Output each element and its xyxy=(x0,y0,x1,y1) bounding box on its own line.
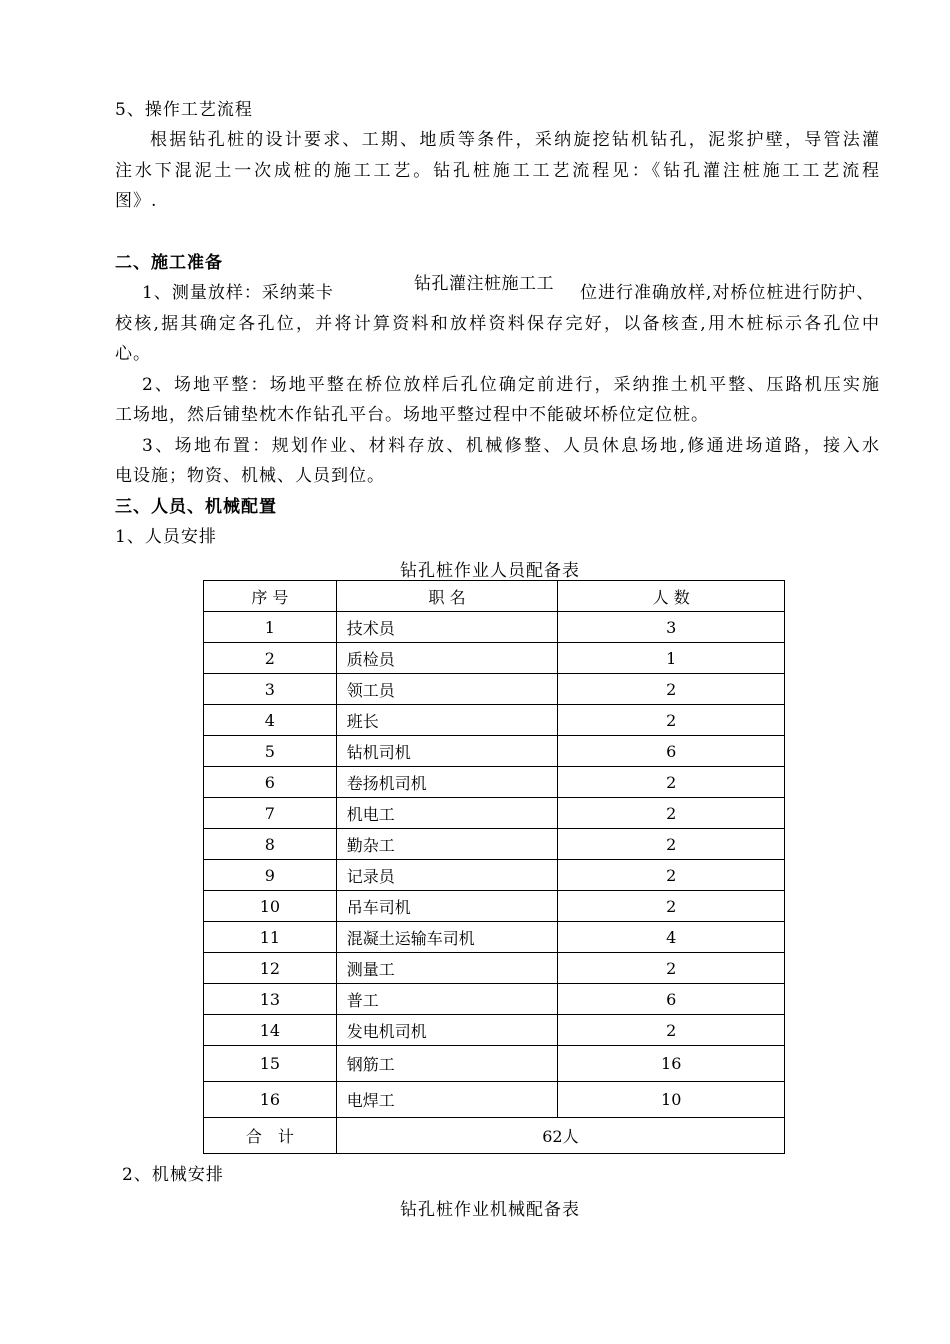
section2-p1-suffix: 位进行准确放样,对桥位桩进行防护、 xyxy=(580,283,875,303)
row-role: 卷扬机司机 xyxy=(336,767,558,798)
row-no: 8 xyxy=(204,829,337,860)
row-role: 技术员 xyxy=(336,612,558,643)
row-role: 质检员 xyxy=(336,643,558,674)
staff-subheading: 1、人员安排 xyxy=(115,527,217,547)
section2-p3-line1: 3、场地布置：规划作业、材料存放、机械修整、人员休息场地,修通进场道路，接入水 xyxy=(142,436,880,456)
row-role: 勤杂工 xyxy=(336,829,558,860)
row-no: 5 xyxy=(204,736,337,767)
total-value: 62人 xyxy=(336,1118,784,1154)
section2-heading: 二、施工准备 xyxy=(115,253,223,273)
row-role: 发电机司机 xyxy=(336,1015,558,1046)
row-count: 6 xyxy=(558,736,785,767)
row-role: 机电工 xyxy=(336,798,558,829)
row-role: 混凝土运输车司机 xyxy=(336,922,558,953)
row-count: 16 xyxy=(558,1046,785,1082)
row-role: 班长 xyxy=(336,705,558,736)
row-no: 10 xyxy=(204,891,337,922)
table-row xyxy=(204,736,785,767)
table-row xyxy=(204,953,785,984)
staff-table-header-row xyxy=(204,581,785,612)
header-no: 序 号 xyxy=(204,581,337,612)
row-count: 2 xyxy=(558,860,785,891)
section5-paragraph-line1: 根据钻孔桩的设计要求、工期、地质等条件，采纳旋挖钻机钻孔，泥浆护壁，导管法灌 xyxy=(150,130,880,150)
row-role: 领工员 xyxy=(336,674,558,705)
row-role: 普工 xyxy=(336,984,558,1015)
row-no: 1 xyxy=(204,612,337,643)
table-row xyxy=(204,798,785,829)
table-row xyxy=(204,705,785,736)
row-count: 2 xyxy=(558,891,785,922)
row-count: 2 xyxy=(558,705,785,736)
section2-p1-prefix: 1、测量放样：采纳莱卡 xyxy=(142,283,334,303)
row-role: 电焊工 xyxy=(336,1082,558,1118)
table-row xyxy=(204,891,785,922)
machine-table-title: 钻孔桩作业机械配备表 xyxy=(400,1200,580,1220)
row-count: 2 xyxy=(558,829,785,860)
row-no: 2 xyxy=(204,643,337,674)
row-no: 11 xyxy=(204,922,337,953)
row-count: 6 xyxy=(558,984,785,1015)
row-no: 12 xyxy=(204,953,337,984)
floating-flowchart-caption: 钻孔灌注桩施工工 xyxy=(410,269,558,294)
total-label: 合 计 xyxy=(204,1118,337,1154)
row-role: 记录员 xyxy=(336,860,558,891)
row-role: 吊车司机 xyxy=(336,891,558,922)
row-no: 4 xyxy=(204,705,337,736)
section2-p3-line2: 电设施；物资、机械、人员到位。 xyxy=(115,466,385,486)
row-count: 2 xyxy=(558,953,785,984)
row-role: 测量工 xyxy=(336,953,558,984)
row-no: 3 xyxy=(204,674,337,705)
section5-paragraph-line2: 注水下混泥土一次成桩的施工工艺。钻孔桩施工工艺流程见：《钻孔灌注桩施工工艺流程 xyxy=(115,161,880,181)
row-no: 14 xyxy=(204,1015,337,1046)
table-row xyxy=(204,1015,785,1046)
row-count: 2 xyxy=(558,798,785,829)
row-no: 13 xyxy=(204,984,337,1015)
table-row xyxy=(204,1046,785,1082)
table-row xyxy=(204,643,785,674)
section3-heading: 三、人员、机械配置 xyxy=(115,497,277,517)
row-count: 10 xyxy=(558,1082,785,1118)
section2-p1-line2: 校核,据其确定各孔位，并将计算资料和放样资料保存完好，以备核查,用木桩标示各孔位中 xyxy=(115,314,880,334)
table-row xyxy=(204,829,785,860)
header-role: 职 名 xyxy=(336,581,558,612)
table-row xyxy=(204,860,785,891)
section5-heading: 5、操作工艺流程 xyxy=(115,100,253,120)
row-count: 2 xyxy=(558,767,785,798)
row-no: 15 xyxy=(204,1046,337,1082)
table-row xyxy=(204,1082,785,1118)
row-count: 4 xyxy=(558,922,785,953)
section2-p2-line2: 工场地，然后铺垫枕木作钻孔平台。场地平整过程中不能破坏桥位定位桩。 xyxy=(115,405,709,425)
row-no: 7 xyxy=(204,798,337,829)
machine-subheading: 2、机械安排 xyxy=(122,1165,224,1185)
row-count: 1 xyxy=(558,643,785,674)
row-no: 9 xyxy=(204,860,337,891)
staff-table xyxy=(203,580,785,1154)
section2-p2-line1: 2、场地平整：场地平整在桥位放样后孔位确定前进行，采纳推土机平整、压路机压实施 xyxy=(142,375,880,395)
row-role: 钢筋工 xyxy=(336,1046,558,1082)
table-row xyxy=(204,984,785,1015)
row-count: 2 xyxy=(558,1015,785,1046)
header-count: 人 数 xyxy=(558,581,785,612)
row-count: 3 xyxy=(558,612,785,643)
row-no: 6 xyxy=(204,767,337,798)
table-row xyxy=(204,612,785,643)
row-count: 2 xyxy=(558,674,785,705)
staff-table-total-row xyxy=(204,1118,785,1154)
staff-table-title: 钻孔桩作业人员配备表 xyxy=(400,561,580,581)
row-role: 钻机司机 xyxy=(336,736,558,767)
row-no: 16 xyxy=(204,1082,337,1118)
section5-paragraph-line3: 图》. xyxy=(115,191,158,211)
table-row xyxy=(204,767,785,798)
section2-p1-line3: 心。 xyxy=(115,344,151,364)
table-row xyxy=(204,674,785,705)
table-row xyxy=(204,922,785,953)
